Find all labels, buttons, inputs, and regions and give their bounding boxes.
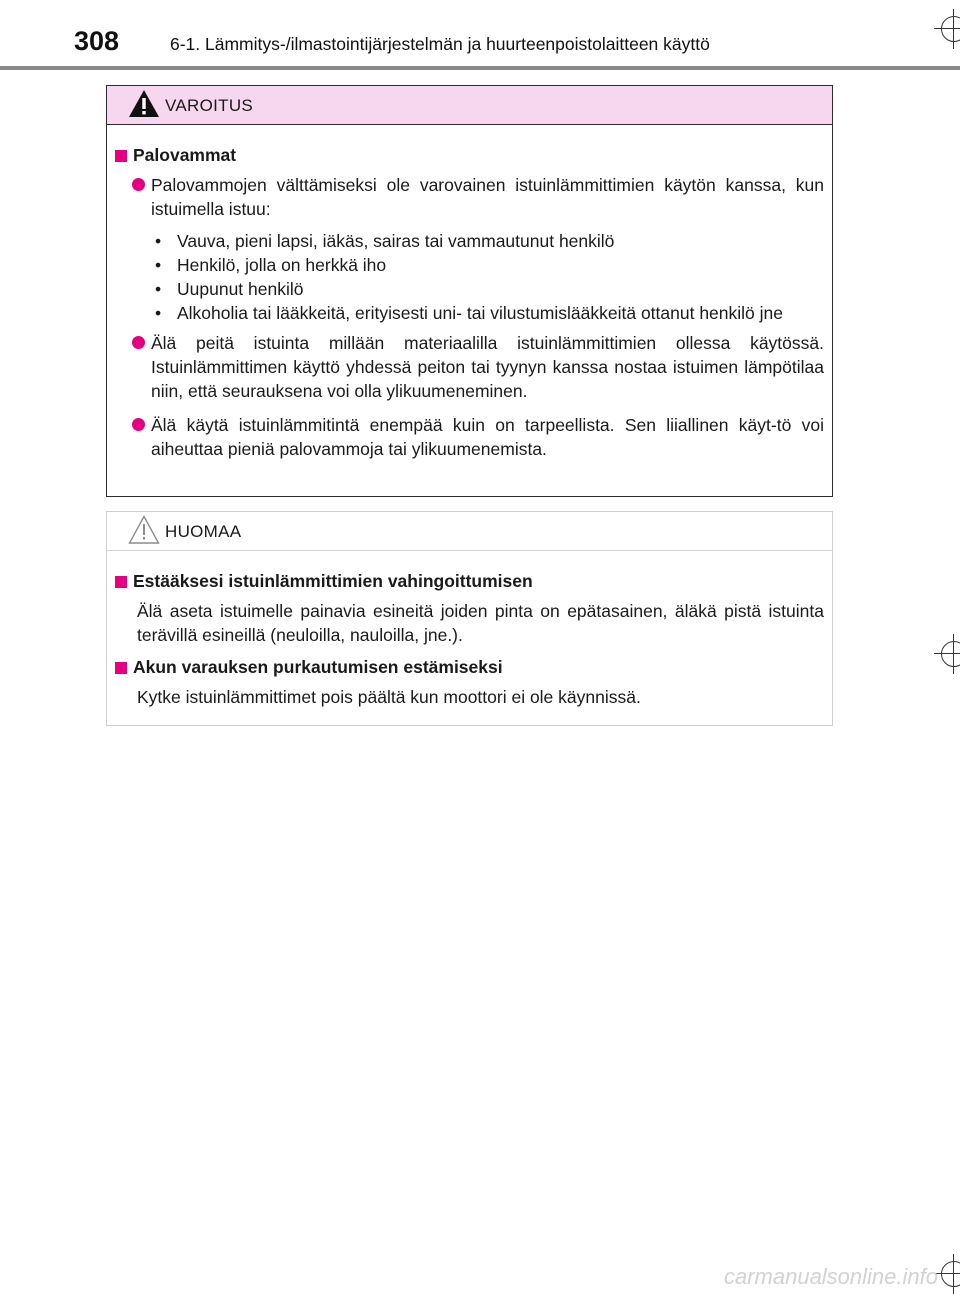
chapter-title: 6-1. Lämmitys-/ilmastointijärjestelmän ja huurteenpoistolaitteen käyttö <box>170 34 710 54</box>
svg-text:carmanualsonline.info: carmanualsonline.info <box>723 1264 938 1289</box>
page-number: 308 <box>74 26 120 56</box>
warning-item <box>115 331 824 403</box>
header-rule <box>0 66 960 70</box>
notice-section-text: Kytke istuinlämmittimet pois päältä kun moottori ei ole käynnissä. <box>137 687 641 707</box>
warning-item <box>115 173 824 221</box>
registration-mark-middle-right-icon <box>934 634 960 674</box>
registration-mark-top-right-icon <box>934 9 960 49</box>
caution-triangle-outline-icon <box>127 514 161 546</box>
notice-body <box>107 551 832 709</box>
warning-item-text: Palovammojen välttämiseksi ole varovainen istuinlämmittimien käytön kanssa, kun istuimella istuu: <box>151 175 824 219</box>
warning-box <box>106 85 833 497</box>
square-bullet-icon <box>115 662 127 674</box>
watermark-logo <box>650 1262 940 1292</box>
warning-body <box>107 125 832 461</box>
section-title-text: Akun varauksen purkautumisen estämiseksi <box>133 657 503 677</box>
notice-box <box>106 511 833 726</box>
notice-box-header <box>107 512 832 551</box>
section-title-text: Palovammat <box>133 145 237 165</box>
list-item: • Alkoholia tai lääkkeitä, erityisesti uni- tai vilustumislääkkeitä ottanut henkilö jne <box>155 303 783 323</box>
list-item: • Vauva, pieni lapsi, iäkäs, sairas tai vammautunut henkilö <box>155 231 615 251</box>
warning-box-header <box>107 86 832 125</box>
risk-group-list <box>155 229 824 325</box>
circle-bullet-icon <box>132 418 145 431</box>
warning-item-text: Älä peitä istuinta millään materiaalilla istuinlämmittimien ollessa käytössä. Istuinlämmittimen käyttö yhdessä peiton tai tyynyn kanssa nostaa istuimen lämpötilaa niin, että seurauksena voi olla ylikuumeneminen. <box>151 333 824 401</box>
circle-bullet-icon <box>132 336 145 349</box>
square-bullet-icon <box>115 576 127 588</box>
circle-bullet-icon <box>132 178 145 191</box>
notice-section-title <box>115 569 824 593</box>
warning-label: VAROITUS <box>165 96 254 115</box>
section-title-text: Estääksesi istuinlämmittimien vahingoittumisen <box>133 571 533 591</box>
warning-item-text: Älä käytä istuinlämmitintä enempää kuin on tarpeellista. Sen liiallinen käyt-tö voi aiheuttaa pieniä palovammoja tai ylikuumenemista. <box>151 415 824 459</box>
notice-label: HUOMAA <box>165 522 242 541</box>
notice-section-title <box>115 655 824 679</box>
list-item: • Uupunut henkilö <box>155 279 304 299</box>
square-bullet-icon <box>115 150 127 162</box>
list-item: • Henkilö, jolla on herkkä iho <box>155 255 387 275</box>
notice-section-text: Älä aseta istuimelle painavia esineitä joiden pinta on epätasainen, äläkä pistä istuinta terävillä esineillä (neuloilla, nauloilla, jne.). <box>137 601 824 645</box>
warning-item <box>115 413 824 461</box>
warning-section-title <box>115 143 824 167</box>
warning-triangle-icon <box>127 88 161 120</box>
